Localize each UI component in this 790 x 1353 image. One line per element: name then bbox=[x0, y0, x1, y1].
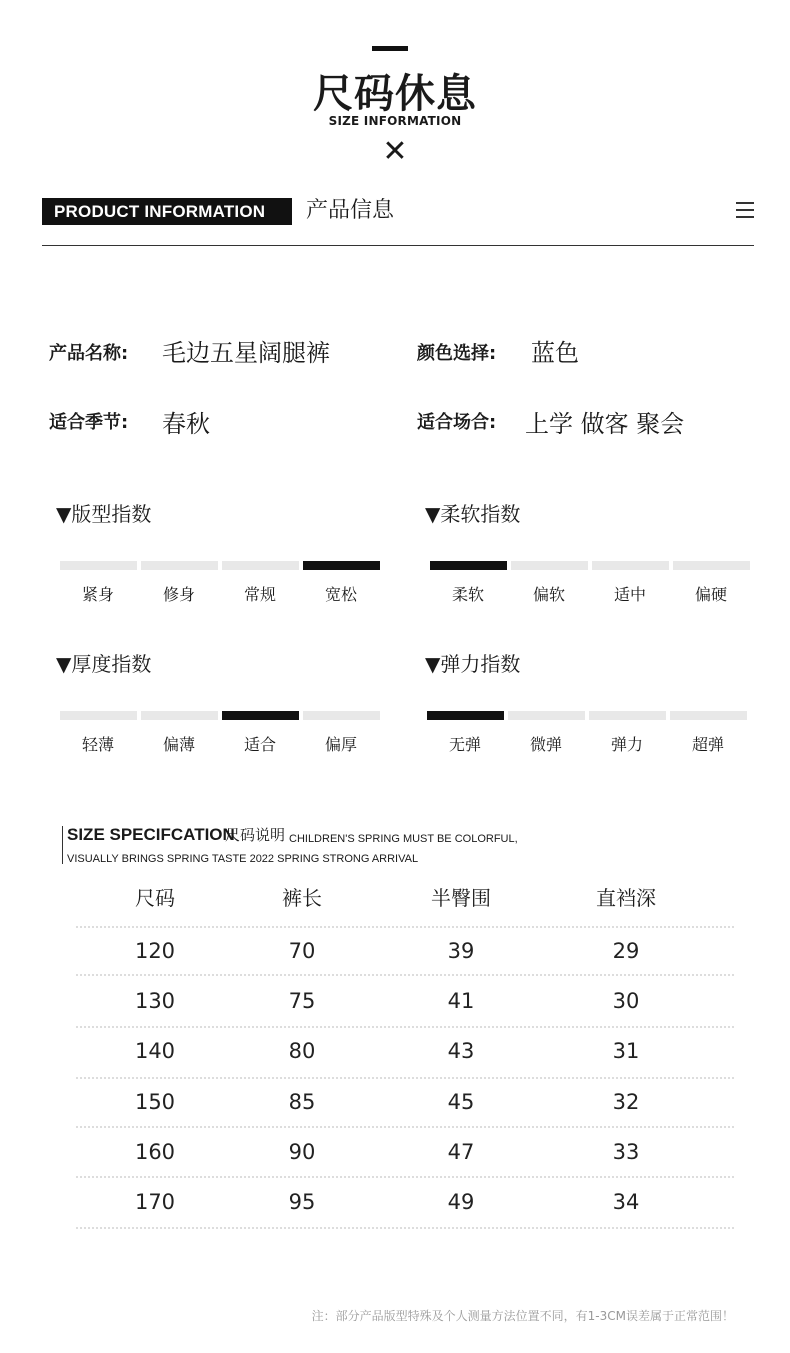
divider bbox=[42, 245, 754, 246]
product-information-cn: 产品信息 bbox=[306, 198, 395, 223]
table-cell: 170 bbox=[134, 1190, 176, 1214]
index-option-label: 偏硬 bbox=[694, 585, 727, 604]
color-value: 蓝色 bbox=[531, 339, 579, 367]
table-cell: 41 bbox=[447, 989, 475, 1014]
index-bar bbox=[511, 561, 588, 570]
table-cell: 90 bbox=[288, 1139, 316, 1164]
season-value: 春秋 bbox=[162, 410, 210, 438]
page-subtitle: SIZE INFORMATION bbox=[328, 114, 462, 128]
index-option-label: 适中 bbox=[613, 585, 646, 604]
index-title: ▼厚度指数 bbox=[56, 652, 152, 676]
table-cell: 75 bbox=[288, 989, 316, 1014]
spec-accent-line bbox=[62, 826, 63, 864]
index-bar-selected bbox=[430, 561, 507, 570]
row-divider bbox=[76, 974, 734, 976]
table-cell: 140 bbox=[134, 1039, 176, 1064]
top-dash bbox=[372, 46, 408, 51]
size-spec-title-cn: 尺码说明 bbox=[225, 826, 286, 844]
row-divider bbox=[76, 1176, 734, 1178]
index-option-label: 适合 bbox=[243, 735, 276, 754]
table-cell: 49 bbox=[447, 1190, 475, 1214]
index-bar-selected bbox=[303, 561, 380, 570]
index-option-label: 偏软 bbox=[532, 585, 565, 604]
index-bar bbox=[303, 711, 380, 720]
occasion-label: 适合场合: bbox=[417, 412, 497, 433]
row-divider bbox=[76, 1026, 734, 1028]
size-spec-subtagline: VISUALLY BRINGS SPRING TASTE 2022 SPRING STRONG ARRIVAL bbox=[67, 853, 419, 865]
row-divider bbox=[76, 1227, 734, 1229]
row-divider bbox=[76, 1077, 734, 1079]
index-option-label: 超弹 bbox=[691, 735, 724, 754]
index-option-label: 偏薄 bbox=[162, 735, 195, 754]
table-cell: 85 bbox=[288, 1089, 316, 1114]
table-cell: 95 bbox=[288, 1190, 316, 1214]
row-divider bbox=[76, 926, 734, 928]
index-option-label: 修身 bbox=[162, 585, 195, 604]
table-cell: 39 bbox=[447, 939, 475, 963]
table-cell: 33 bbox=[612, 1139, 640, 1164]
table-cell: 43 bbox=[447, 1039, 475, 1064]
index-bar bbox=[60, 561, 137, 570]
page-title: 尺码休息 bbox=[313, 71, 477, 117]
index-bar bbox=[589, 711, 666, 720]
index-title: ▼柔软指数 bbox=[425, 502, 521, 526]
index-title: ▼版型指数 bbox=[56, 502, 152, 526]
index-option-label: 弹力 bbox=[610, 735, 643, 754]
table-cell: 80 bbox=[288, 1039, 316, 1064]
size-spec-title: SIZE SPECIFCATION bbox=[67, 825, 235, 844]
index-bar-selected bbox=[222, 711, 299, 720]
product-name-label: 产品名称: bbox=[49, 343, 129, 364]
index-option-label: 常规 bbox=[243, 585, 276, 604]
index-bar bbox=[673, 561, 750, 570]
index-bar bbox=[222, 561, 299, 570]
table-cell: 47 bbox=[447, 1139, 475, 1164]
table-cell: 30 bbox=[612, 989, 640, 1014]
table-cell: 29 bbox=[612, 939, 640, 963]
footer-note: 注：部分产品版型特殊及个人测量方法位置不同，有1-3CM误差属于正常范围！ bbox=[311, 1309, 734, 1323]
row-divider bbox=[76, 1126, 734, 1128]
table-cell: 45 bbox=[447, 1089, 475, 1114]
table-cell: 120 bbox=[134, 939, 176, 963]
table-cell: 31 bbox=[612, 1039, 640, 1064]
index-option-label: 紧身 bbox=[81, 585, 114, 604]
index-option-label: 柔软 bbox=[451, 585, 484, 604]
index-option-label: 宽松 bbox=[324, 585, 357, 604]
index-bar bbox=[141, 711, 218, 720]
table-cell: 130 bbox=[134, 989, 176, 1014]
product-name-value: 毛边五星阔腿裤 bbox=[162, 339, 330, 367]
index-option-label: 无弹 bbox=[448, 735, 481, 754]
table-cell: 34 bbox=[612, 1190, 640, 1214]
table-cell: 70 bbox=[288, 939, 316, 963]
index-option-label: 微弹 bbox=[529, 735, 562, 754]
menu-icon bbox=[736, 202, 754, 218]
size-spec-tagline: CHILDREN'S SPRING MUST BE COLORFUL, bbox=[289, 833, 518, 845]
occasion-value: 上学 做客 聚会 bbox=[525, 410, 685, 438]
table-header-cell: 半臀围 bbox=[431, 886, 491, 910]
index-bar bbox=[508, 711, 585, 720]
index-option-label: 偏厚 bbox=[324, 735, 357, 754]
index-title: ▼弹力指数 bbox=[425, 652, 521, 676]
cross-icon: ✕ bbox=[382, 134, 408, 169]
color-label: 颜色选择: bbox=[417, 343, 497, 364]
table-cell: 150 bbox=[134, 1089, 176, 1114]
index-bar bbox=[670, 711, 747, 720]
table-header-cell: 尺码 bbox=[135, 886, 175, 910]
product-information-badge: PRODUCT INFORMATION bbox=[42, 198, 292, 225]
index-bar bbox=[141, 561, 218, 570]
table-header-cell: 裤长 bbox=[282, 886, 322, 910]
table-header-cell: 直裆深 bbox=[596, 886, 656, 910]
table-cell: 160 bbox=[134, 1139, 176, 1164]
index-bar-selected bbox=[427, 711, 504, 720]
table-cell: 32 bbox=[612, 1089, 640, 1114]
index-option-label: 轻薄 bbox=[81, 735, 114, 754]
index-bar bbox=[592, 561, 669, 570]
season-label: 适合季节: bbox=[49, 412, 129, 433]
index-bar bbox=[60, 711, 137, 720]
